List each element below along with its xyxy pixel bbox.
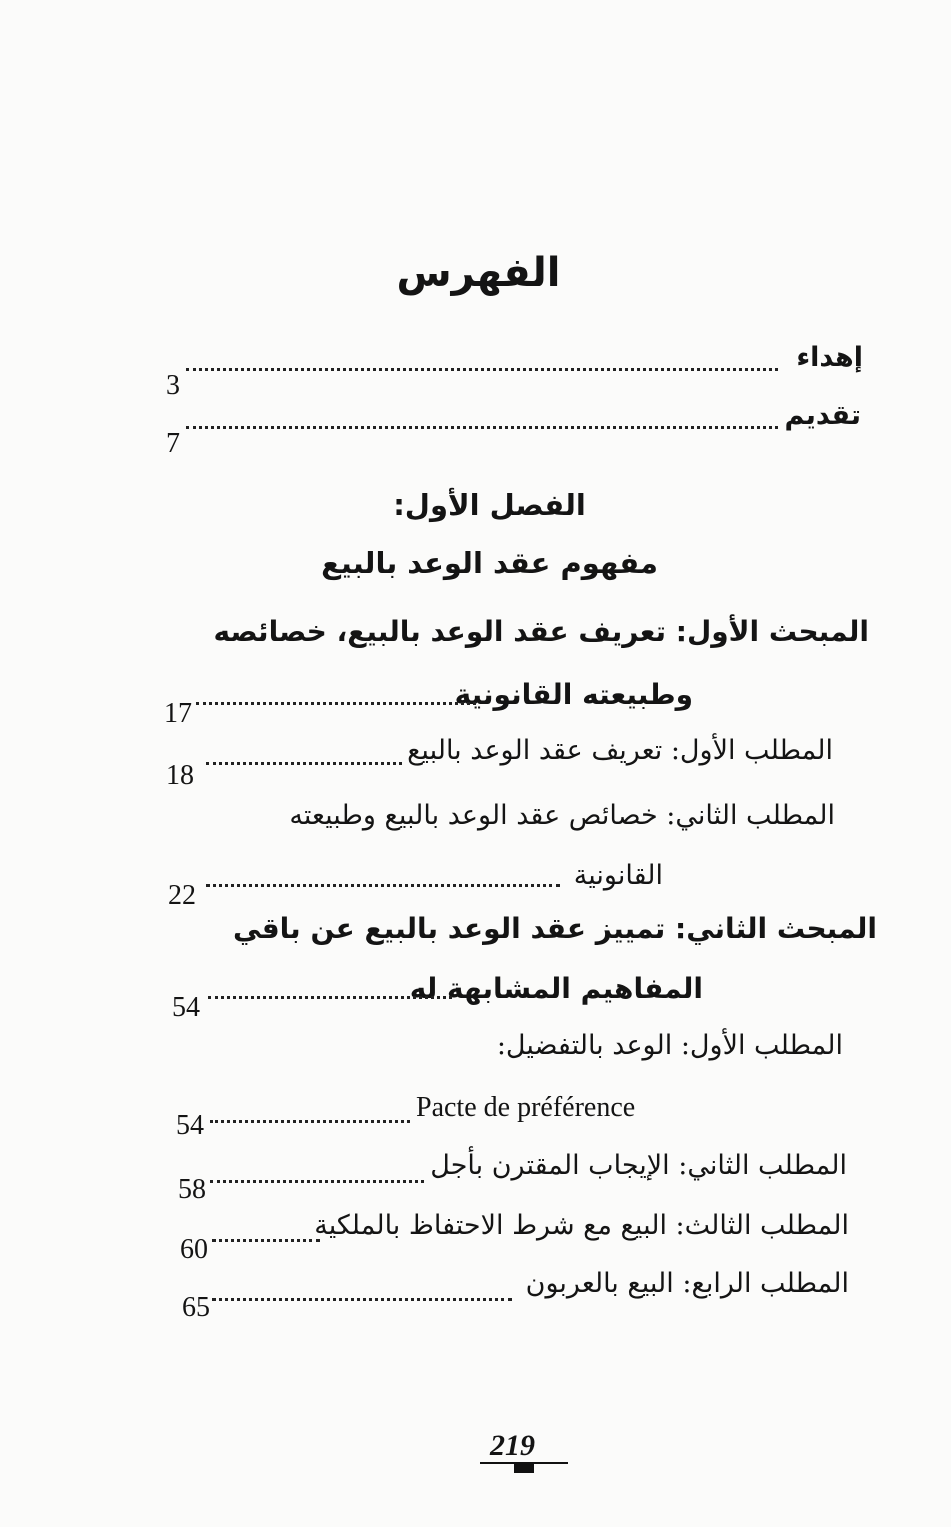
- toc-leader-dots: [206, 758, 402, 765]
- toc-leader-dots: [196, 698, 476, 705]
- toc-leader-dots: [210, 1116, 410, 1123]
- section-1-line-1: المبحث الأول: تعريف عقد الوعد بالبيع، خصائصه: [213, 615, 869, 648]
- chapter-heading: الفصل الأول:: [393, 488, 586, 522]
- toc-leader-dots: [186, 364, 778, 371]
- toc-leader-dots: [212, 1294, 512, 1301]
- section-2-line-1: المبحث الثاني: تمييز عقد الوعد بالبيع عن باقي: [233, 912, 877, 945]
- toc-entry-dedication-page: 3: [166, 370, 180, 401]
- subsection-1-2-page: 22: [168, 880, 196, 911]
- subsection-1-1-label: المطلب الأول: تعريف عقد الوعد بالبيع: [407, 735, 833, 766]
- page-title: الفهرس: [396, 250, 561, 296]
- subsection-2-3-page: 60: [180, 1234, 208, 1265]
- subsection-2-3-label: المطلب الثالث: البيع مع شرط الاحتفاظ بالملكية: [314, 1210, 849, 1241]
- page-number: 219: [490, 1429, 535, 1462]
- toc-entry-intro-page: 7: [166, 428, 180, 459]
- subsection-1-2-line-2: القانونية: [573, 860, 663, 891]
- subsection-2-2-label: المطلب الثاني: الإيجاب المقترن بأجل: [430, 1150, 847, 1181]
- subsection-2-4-label: المطلب الرابع: البيع بالعربون: [525, 1268, 849, 1299]
- toc-leader-dots: [210, 1176, 424, 1183]
- section-2-line-2: المفاهيم المشابهة له: [409, 972, 703, 1005]
- subsection-2-1-latin-term: Pacte de préférence: [416, 1092, 636, 1123]
- subsection-2-1-line-1: المطلب الأول: الوعد بالتفضيل:: [496, 1030, 843, 1061]
- subsection-2-2-page: 58: [178, 1174, 206, 1205]
- section-2-page: 54: [172, 992, 200, 1023]
- toc-leader-dots: [206, 880, 560, 887]
- subsection-1-1-page: 18: [166, 760, 194, 791]
- toc-leader-dots: [186, 422, 778, 429]
- page-number-ornament: [514, 1463, 534, 1473]
- chapter-subtitle: مفهوم عقد الوعد بالبيع: [321, 546, 658, 580]
- toc-leader-dots: [208, 992, 452, 999]
- section-1-page: 17: [164, 698, 192, 729]
- toc-leader-dots: [212, 1235, 320, 1242]
- toc-entry-intro-label: تقديم: [784, 400, 861, 431]
- section-1-line-2: وطبيعته القانونية: [454, 678, 693, 711]
- subsection-2-1-page: 54: [176, 1110, 204, 1141]
- subsection-2-4-page: 65: [182, 1292, 210, 1323]
- toc-entry-dedication-label: إهداء: [796, 342, 863, 373]
- subsection-1-2-line-1: المطلب الثاني: خصائص عقد الوعد بالبيع وطبيعته: [289, 800, 835, 831]
